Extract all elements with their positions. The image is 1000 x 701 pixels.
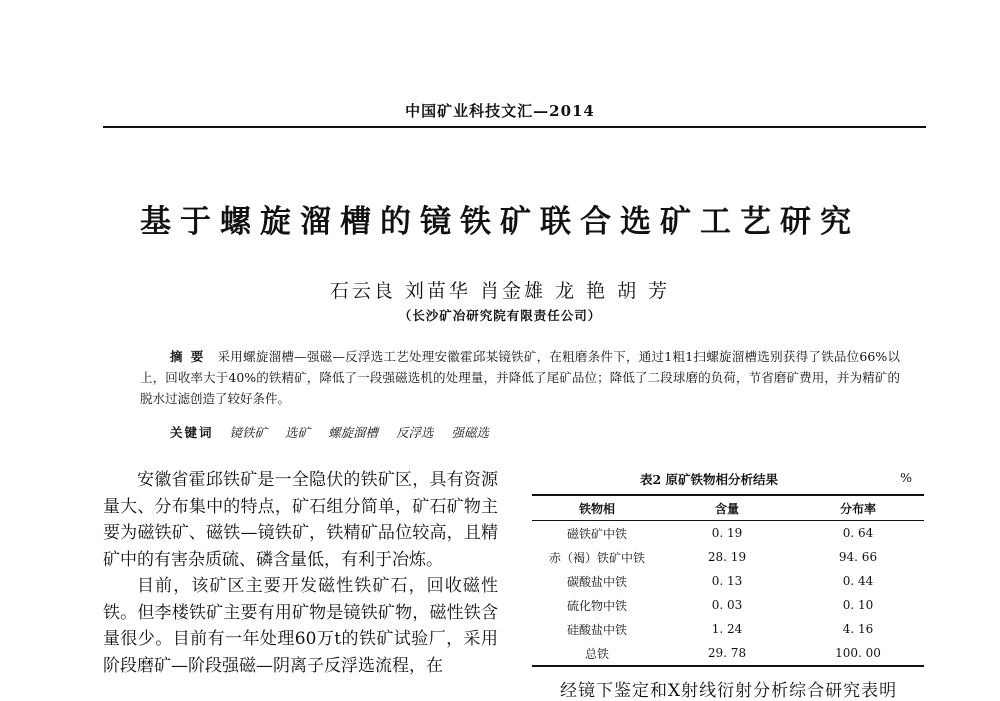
body-paragraph: 安徽省霍邱铁矿是一全隐伏的铁矿区，具有资源量大、分布集中的特点，矿石组分简单，矿石矿物主要为磁铁矿、磁铁—镜铁矿，铁精矿品位较高，且精矿中的有害杂质硫、磷含量低，有利于冶炼。 [103, 470, 498, 570]
keyword: 镜铁矿 [229, 425, 268, 440]
table-cell: 总铁 [532, 641, 662, 666]
table-cell: 29. 78 [662, 641, 792, 666]
table-cell: 硅酸盐中铁 [566, 622, 627, 637]
table-cell: 0. 19 [711, 526, 743, 540]
keyword: 强磁选 [451, 425, 490, 440]
table-cell: 28. 19 [707, 550, 747, 564]
keyword: 选矿 [285, 425, 311, 440]
iron-phase-table [532, 494, 924, 667]
table-cell: 100. 00 [792, 641, 924, 666]
keyword: 螺旋溜槽 [328, 425, 379, 440]
table-cell: 0. 10 [842, 598, 874, 612]
table-cell: 0. 13 [711, 574, 743, 588]
header-rule [103, 126, 926, 128]
table-header-cell: 含量 [662, 495, 792, 521]
table-header-cell: 铁物相 [532, 495, 662, 521]
table-cell: 94. 66 [838, 550, 878, 564]
body-column-left [103, 467, 498, 679]
table-unit: % [900, 470, 912, 485]
table-row [532, 569, 924, 593]
abstract-label: 摘要 [170, 349, 212, 364]
body-column-right-first-line: 经镜下鉴定和X射线衍射分析综合研究表明 [560, 681, 898, 701]
table-cell: 硫化物中铁 [566, 598, 627, 613]
table-cell: 0. 03 [711, 598, 743, 612]
table-header-cell: 分布率 [792, 495, 924, 521]
abstract [140, 346, 900, 409]
table-caption: 表2 原矿铁物相分析结果 [640, 472, 779, 487]
table-row [532, 545, 924, 569]
table-header-row [532, 495, 924, 521]
table-cell: 0. 64 [842, 526, 874, 540]
table-cell: 1. 24 [711, 622, 743, 636]
keywords-label: 关键词 [170, 425, 214, 440]
table-cell: 0. 44 [842, 574, 874, 588]
table-cell: 赤（褐）铁矿中铁 [548, 550, 645, 565]
abstract-text: 采用螺旋溜槽—强磁—反浮选工艺处理安徽霍邱某镜铁矿，在粗磨条件下，通过1粗1扫螺旋溜槽选别获得了铁品位66%以上，回收率大于40%的铁精矿，降低了一段强磁选机的处理量，并降低了尾矿品位；降低了二段球磨的负荷，节省磨矿费用，并为精矿的脱水过滤创造了较好条件。 [140, 349, 900, 406]
article-authors: 石云良 刘苗华 肖金雄 龙 艳 胡 芳 [329, 280, 671, 302]
article-title: 基于螺旋溜槽的镜铁矿联合选矿工艺研究 [140, 204, 860, 240]
keyword: 反浮选 [396, 425, 434, 440]
table-row [532, 641, 924, 666]
article-affiliation: （长沙矿冶研究院有限责任公司） [398, 308, 602, 323]
keywords [170, 423, 503, 441]
table-row [532, 593, 924, 617]
table-cell: 碳酸盐中铁 [566, 574, 627, 589]
table-cell: 4. 16 [842, 622, 874, 636]
table-row [532, 617, 924, 641]
body-paragraph: 目前，该矿区主要开发磁性铁矿石，回收磁性铁。但李楼铁矿主要有用矿物是镜铁矿物，磁性铁含量很少。目前有一年处理60万t的铁矿试验厂，采用阶段磨矿—阶段强磁—阴离子反浮选流程，在 [103, 576, 498, 676]
table-row [532, 521, 924, 546]
running-head: 中国矿业科技文汇—2014 [405, 102, 595, 120]
table-cell: 磁铁矿中铁 [566, 526, 627, 541]
